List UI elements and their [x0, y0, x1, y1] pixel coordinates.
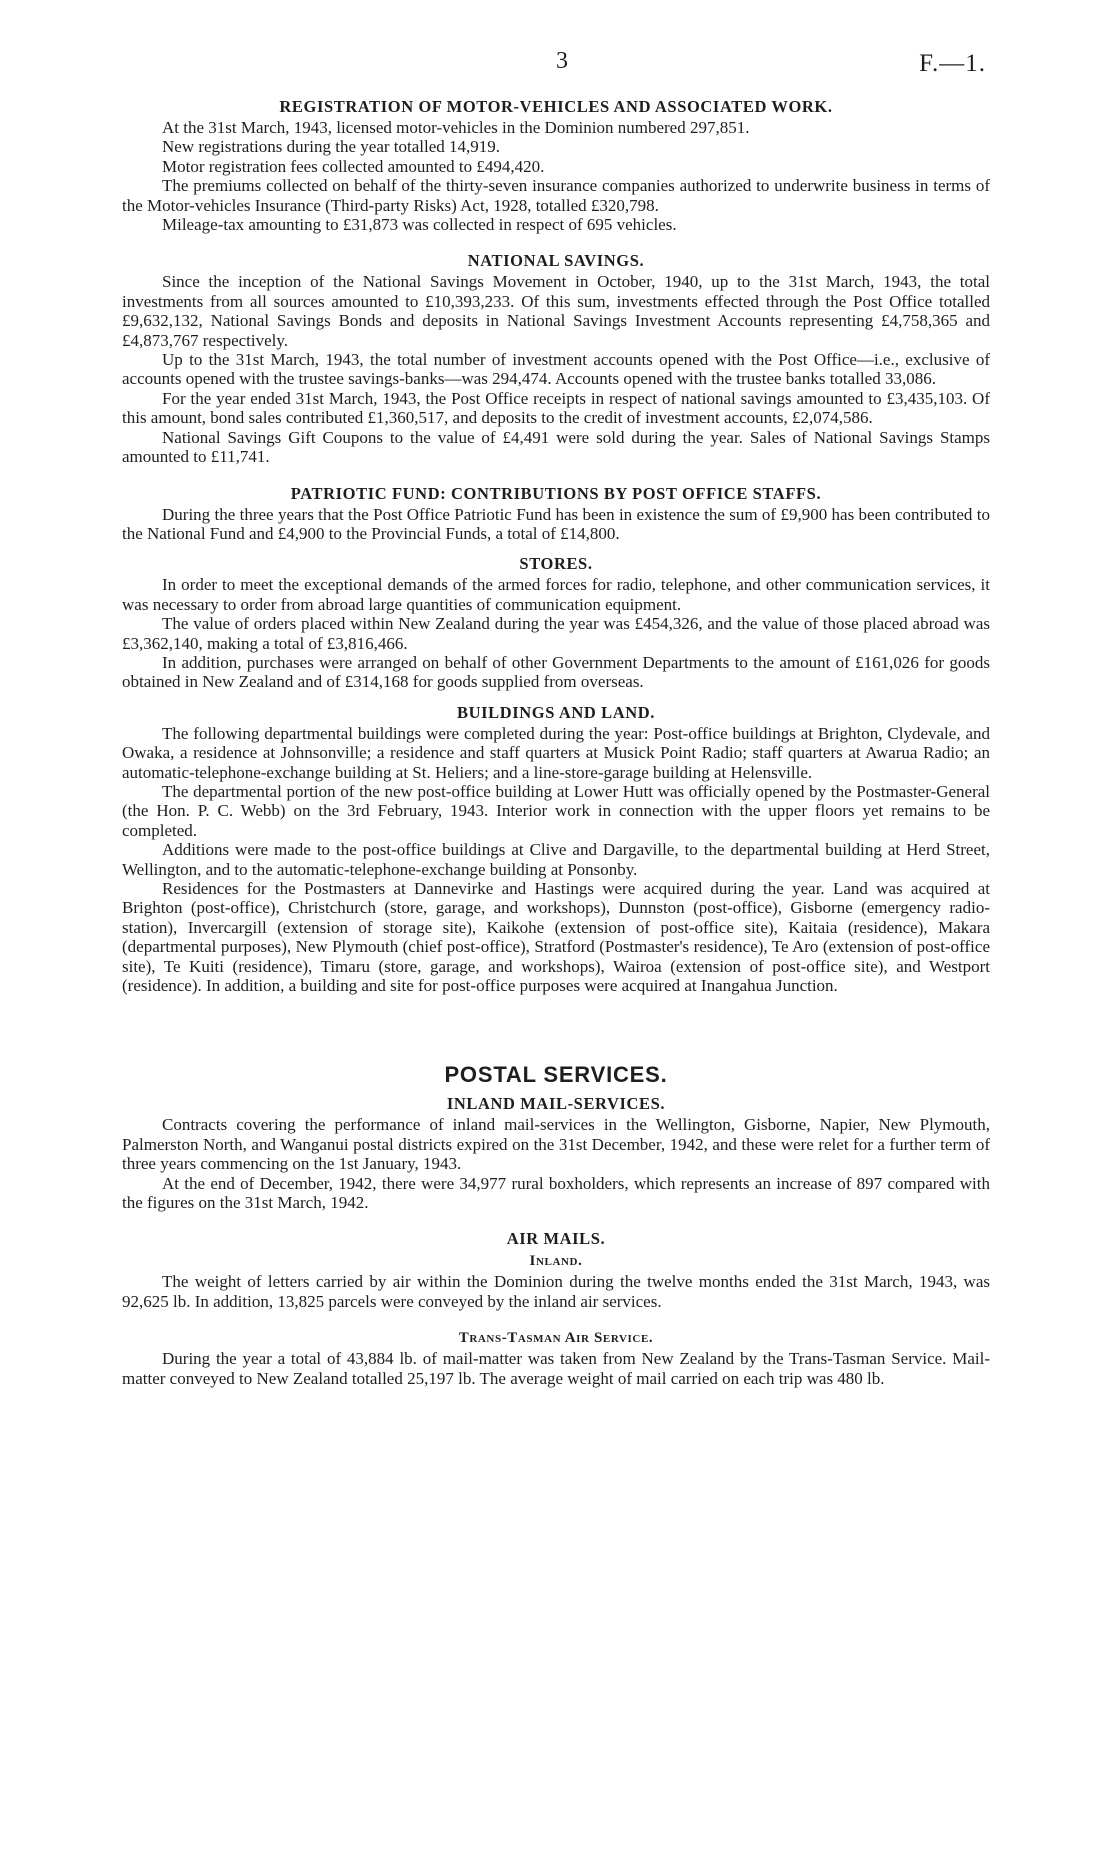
section-heading-national-savings: NATIONAL SAVINGS. [467, 251, 645, 271]
paragraph: Additions were made to the post-office buildings at Clive and Dargaville, to the departmental building at Herd Street, Wellington, and to the automatic-telephone-exchange building at Ponsonby. [122, 840, 990, 879]
page-body [122, 96, 990, 1388]
paragraph: Motor registration fees collected amounted to £494,420. [162, 156, 545, 176]
paragraph: At the 31st March, 1943, licensed motor-vehicles in the Dominion numbered 297,851. [162, 118, 750, 137]
section-heading-stores: STORES. [519, 554, 593, 574]
paragraph: In addition, purchases were arranged on behalf of other Government Departments to the amount of £161,026 for goods obtained in New Zealand and of £314,168 for goods supplied from overseas. [122, 652, 990, 692]
paragraph: For the year ended 31st March, 1943, the Post Office receipts in respect of national savings amounted to £3,435,103. Of this amount, bond sales contributed £1,360,517, and deposits to the credit of investment accounts, £2,074,586. [122, 388, 990, 428]
page-number: 3 [556, 48, 568, 74]
paragraph: During the three years that the Post Office Patriotic Fund has been in existence the sum of £9,900 has been contributed to the National Fund and £4,900 to the Provincial Funds, a total of £14,800. [122, 504, 990, 543]
document-reference: F.—1. [919, 50, 986, 77]
paragraph: The following departmental buildings were completed during the year: Post-office buildings at Brighton, Clydevale, and Owaka, a residence at Johnsonville; a residence and staff quarters at Musick Point Radio; staff quarters at Awarua Radio; an automatic-telephone-exchange building at St. Heliers; and a line-store-garage building at Helensville. [122, 723, 990, 782]
section-heading-registration: REGISTRATION OF MOTOR-VEHICLES AND ASSOCIATED WORK. [279, 97, 833, 116]
paragraph: Contracts covering the performance of inland mail-services in the Wellington, Gisborne, Napier, New Plymouth, Palmerston North, and Wanganui postal districts expired on the 31st December, 1942, and these were relet for a further term of three years commencing on the 1st January, 1943. [122, 1115, 990, 1174]
paragraph: In order to meet the exceptional demands of the armed forces for radio, telephone, and other communication services, it was necessary to order from abroad large quantities of communication equipment. [122, 575, 990, 614]
paragraph: The departmental portion of the new post-office building at Lower Hutt was officially opened by the Postmaster-General (the Hon. P. C. Webb) on the 3rd February, 1943. Interior work in connection with the upper floors yet remains to be completed. [122, 781, 990, 840]
section-heading-buildings: BUILDINGS AND LAND. [457, 702, 655, 722]
page-header [0, 48, 1114, 82]
subheading-inland: Inland. [529, 1253, 583, 1270]
paragraph: Residences for the Postmasters at Dannevirke and Hastings were acquired during the year. Land was acquired at Brighton (post-office), Christchurch (store, garage, and workshops), Dunnston (post-office), Gisborne (emergency radio-station), Invercargill (extension of storage site), Kaikohe (extension of post-office site), Kaitaia (residence), Makara (departmental purposes), New Plymouth (chief post-office), Stratford (Postmaster's residence), Te Aro (extension of post-office site), Te Kuiti (residence), Timaru (store, garage, and workshops), Wairoa (extension of post-office site), and Westport (residence). In addition, a building and site for post-office purposes were acquired at Inangahua Junction. [122, 879, 990, 996]
paragraph: Mileage-tax amounting to £31,873 was collected in respect of 695 vehicles. [162, 215, 677, 235]
paragraph: New registrations during the year totalled 14,919. [162, 137, 501, 157]
section-heading-postal-services: POSTAL SERVICES. [444, 1062, 668, 1088]
paragraph: During the year a total of 43,884 lb. of mail-matter was taken from New Zealand by the Trans-Tasman Service. Mail-matter conveyed to New Zealand totalled 25,197 lb. The average weight of mail carried on each trip was 480 lb. [122, 1349, 990, 1388]
paragraph: Since the inception of the National Savings Movement in October, 1940, up to the 31st March, 1943, the total investments from all sources amounted to £10,393,233. Of this sum, investments effected through the Post Office totalled £9,632,132, National Savings Bonds and deposits in National Savings Investment Accounts representing £4,758,365 and £4,873,767 respectively. [122, 272, 990, 350]
paragraph: The value of orders placed within New Zealand during the year was £454,326, and the value of those placed abroad was £3,362,140, making a total of £3,816,466. [122, 614, 990, 653]
subheading-trans-tasman: Trans-Tasman Air Service. [458, 1330, 654, 1347]
paragraph: The weight of letters carried by air within the Dominion during the twelve months ended the 31st March, 1943, was 92,625 lb. In addition, 13,825 parcels were conveyed by the inland air services. [122, 1272, 990, 1311]
paragraph: The premiums collected on behalf of the thirty-seven insurance companies authorized to underwrite business in terms of the Motor-vehicles Insurance (Third-party Risks) Act, 1928, totalled £320,798. [122, 176, 990, 215]
paragraph: Up to the 31st March, 1943, the total number of investment accounts opened with the Post Office—i.e., exclusive of accounts opened with the trustee savings-banks—was 294,474. Accounts opened with the trustee banks totalled 33,086. [122, 350, 990, 389]
section-heading-patriotic-fund: PATRIOTIC FUND: CONTRIBUTIONS BY POST OFFICE STAFFS. [290, 483, 822, 503]
subsection-heading-air-mails: AIR MAILS. [506, 1229, 606, 1249]
subsection-heading-inland-mail: INLAND MAIL-SERVICES. [446, 1094, 666, 1114]
paragraph: National Savings Gift Coupons to the value of £4,491 were sold during the year. Sales of National Savings Stamps amounted to £11,741. [122, 427, 990, 467]
paragraph: At the end of December, 1942, there were 34,977 rural boxholders, which represents an increase of 897 compared with the figures on the 31st March, 1942. [122, 1173, 990, 1213]
